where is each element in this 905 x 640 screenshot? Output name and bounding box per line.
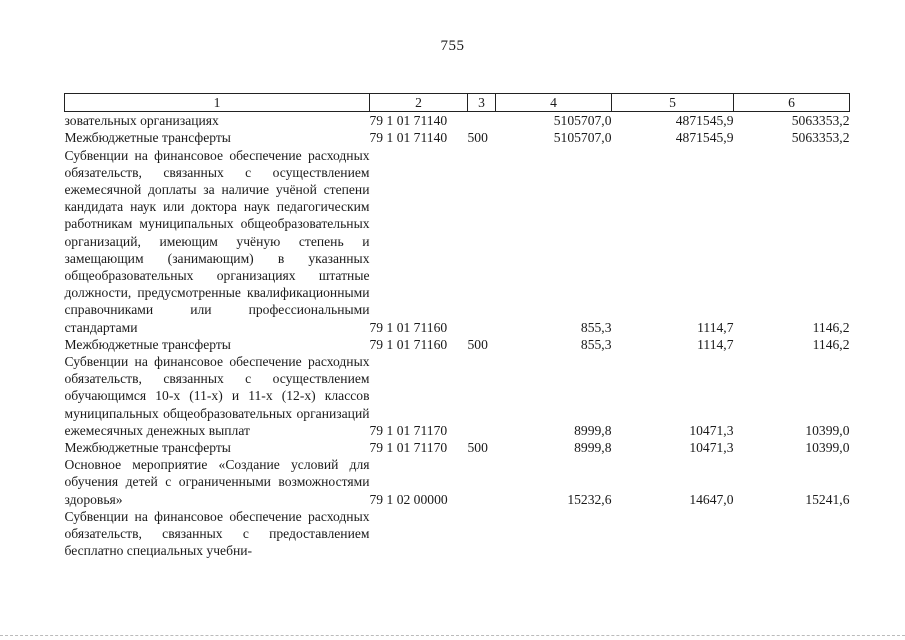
row-code: 79 1 02 00000 bbox=[369, 491, 448, 507]
row-value-year1: 5105707,0 bbox=[553, 130, 612, 146]
budget-table bbox=[64, 93, 850, 559]
row-code: 79 1 01 71160 bbox=[369, 336, 448, 352]
row-value-year1: 855,3 bbox=[580, 319, 612, 335]
row-value-year3: 15241,6 bbox=[805, 491, 850, 507]
row-value-year1 bbox=[496, 508, 612, 560]
page-edge-divider bbox=[0, 635, 905, 636]
row-value-year3: 1146,2 bbox=[812, 319, 850, 335]
row-value-year3: 1146,2 bbox=[812, 336, 850, 352]
table-header-row bbox=[65, 94, 850, 112]
row-expense-type bbox=[468, 353, 496, 439]
row-expense-type bbox=[468, 508, 496, 560]
row-value-year3: 10399,0 bbox=[805, 440, 850, 456]
row-name: Субвенции на финансовое обеспечение расходных обязательств, связанных с осуществлением ежемесячной доплаты за наличие учёной степени кандидата наук или доктора наук педагогическим работникам муниципальных общеобразовательных организаций, имеющим учёную степень и замещающим (занимающим) в указанных общеобразовательных организациях штатные должности, предусмотренные квалификационными справочниками или профессиональными стандартами bbox=[64, 147, 370, 335]
row-expense-type bbox=[468, 456, 496, 508]
row-name: Основное мероприятие «Создание условий для обучения детей с ограниченными возможностями здоровья» bbox=[64, 457, 370, 507]
row-code: 79 1 01 71140 bbox=[369, 113, 448, 129]
row-value-year2: 10471,3 bbox=[689, 440, 734, 456]
row-name: Межбюджетные трансферты bbox=[64, 336, 231, 352]
table-row bbox=[65, 353, 850, 439]
row-value-year1: 8999,8 bbox=[574, 440, 612, 456]
row-value-year1: 5105707,0 bbox=[553, 113, 612, 129]
header-col-2: 2 bbox=[370, 94, 468, 112]
row-value-year3 bbox=[734, 508, 850, 560]
row-value-year1: 15232,6 bbox=[567, 491, 612, 507]
row-expense-type bbox=[468, 112, 496, 130]
row-code: 79 1 01 71140 bbox=[369, 130, 448, 146]
header-col-1: 1 bbox=[65, 94, 370, 112]
row-value-year3: 5063353,2 bbox=[791, 113, 850, 129]
table-row bbox=[65, 439, 850, 456]
row-expense-type bbox=[468, 147, 496, 336]
row-value-year2: 14647,0 bbox=[689, 491, 734, 507]
table-row bbox=[65, 147, 850, 336]
page-number: 755 bbox=[440, 38, 465, 54]
row-code: 79 1 01 71170 bbox=[369, 440, 448, 456]
row-value-year2: 10471,3 bbox=[689, 422, 734, 438]
table-row bbox=[65, 336, 850, 353]
table-row bbox=[65, 112, 850, 130]
row-value-year2: 4871545,9 bbox=[675, 130, 734, 146]
row-name: Межбюджетные трансферты bbox=[64, 440, 231, 456]
header-col-4: 4 bbox=[496, 94, 612, 112]
row-value-year2: 4871545,9 bbox=[675, 113, 734, 129]
row-value-year2: 1114,7 bbox=[697, 319, 734, 335]
row-value-year1: 8999,8 bbox=[574, 422, 612, 438]
header-col-6: 6 bbox=[734, 94, 850, 112]
row-code bbox=[370, 508, 468, 560]
row-expense-type: 500 bbox=[467, 130, 488, 146]
row-name: Субвенции на финансовое обеспечение расходных обязательств, связанных с осуществлением обучающимся 10-х (11-х) и 11-х (12-х) классов муниципальных общеобразовательных организаций ежемесячных денежных выплат bbox=[64, 354, 370, 438]
row-value-year2: 1114,7 bbox=[697, 336, 734, 352]
header-col-3: 3 bbox=[468, 94, 496, 112]
row-value-year2 bbox=[612, 508, 734, 560]
row-name: Субвенции на финансовое обеспечение расходных обязательств, связанных с предоставлением бесплатно специальных учебни- bbox=[64, 508, 370, 559]
row-value-year3: 5063353,2 bbox=[791, 130, 850, 146]
row-expense-type: 500 bbox=[467, 336, 488, 352]
row-code: 79 1 01 71160 bbox=[369, 319, 448, 335]
row-name: Межбюджетные трансферты bbox=[64, 130, 231, 146]
header-col-5: 5 bbox=[612, 94, 734, 112]
table-row bbox=[65, 508, 850, 560]
row-expense-type: 500 bbox=[467, 440, 488, 456]
row-value-year3: 10399,0 bbox=[805, 422, 850, 438]
table-row bbox=[65, 129, 850, 146]
table-row bbox=[65, 456, 850, 508]
row-value-year1: 855,3 bbox=[580, 336, 612, 352]
row-name: зовательных организациях bbox=[64, 113, 219, 129]
row-code: 79 1 01 71170 bbox=[369, 422, 448, 438]
